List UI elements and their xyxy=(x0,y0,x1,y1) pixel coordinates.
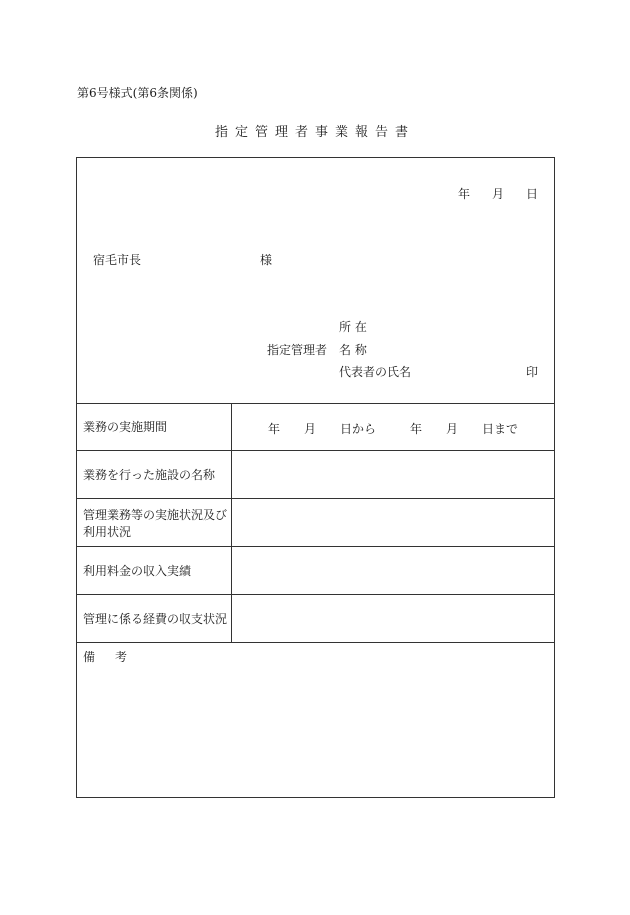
divider xyxy=(77,498,554,499)
period-year-end: 年 xyxy=(410,422,423,436)
notes-label: 備考 xyxy=(83,650,148,664)
facility-name-label: 業務を行った施設の名称 xyxy=(83,468,216,482)
honorific: 様 xyxy=(260,253,273,267)
revenue-label: 利用料金の収入実績 xyxy=(83,564,192,578)
addressee: 宿毛市長 xyxy=(93,253,142,267)
form-number: 第6号様式(第6条関係) xyxy=(77,86,198,100)
divider xyxy=(77,403,554,404)
period-to: 日まで xyxy=(482,422,519,436)
location-label: 所 在 xyxy=(339,320,367,334)
period-from: 日から xyxy=(339,422,376,436)
date-year-label: 年 xyxy=(457,187,470,201)
column-divider xyxy=(231,403,232,642)
period-year-start: 年 xyxy=(267,422,280,436)
divider xyxy=(77,642,554,643)
seal-mark: 印 xyxy=(525,365,538,379)
expense-label: 管理に係る経費の収支状況 xyxy=(83,612,228,626)
document-title: 指定管理者事業報告書 xyxy=(214,125,415,140)
period-label: 業務の実施期間 xyxy=(83,420,168,434)
divider xyxy=(77,594,554,595)
period-month-start: 月 xyxy=(303,422,316,436)
date-day-label: 日 xyxy=(525,187,538,201)
name-label: 名 称 xyxy=(339,343,367,357)
representative-label: 代表者の氏名 xyxy=(339,365,412,379)
designated-manager-label: 指定管理者 xyxy=(267,343,328,357)
date-month-label: 月 xyxy=(491,187,504,201)
date-line xyxy=(458,185,538,202)
status-label: 管理業務等の実施状況及び利用状況 xyxy=(83,508,228,539)
divider xyxy=(77,450,554,451)
report-form-table xyxy=(76,157,555,798)
divider xyxy=(77,546,554,547)
period-values xyxy=(232,420,554,437)
period-month-end: 月 xyxy=(446,422,459,436)
